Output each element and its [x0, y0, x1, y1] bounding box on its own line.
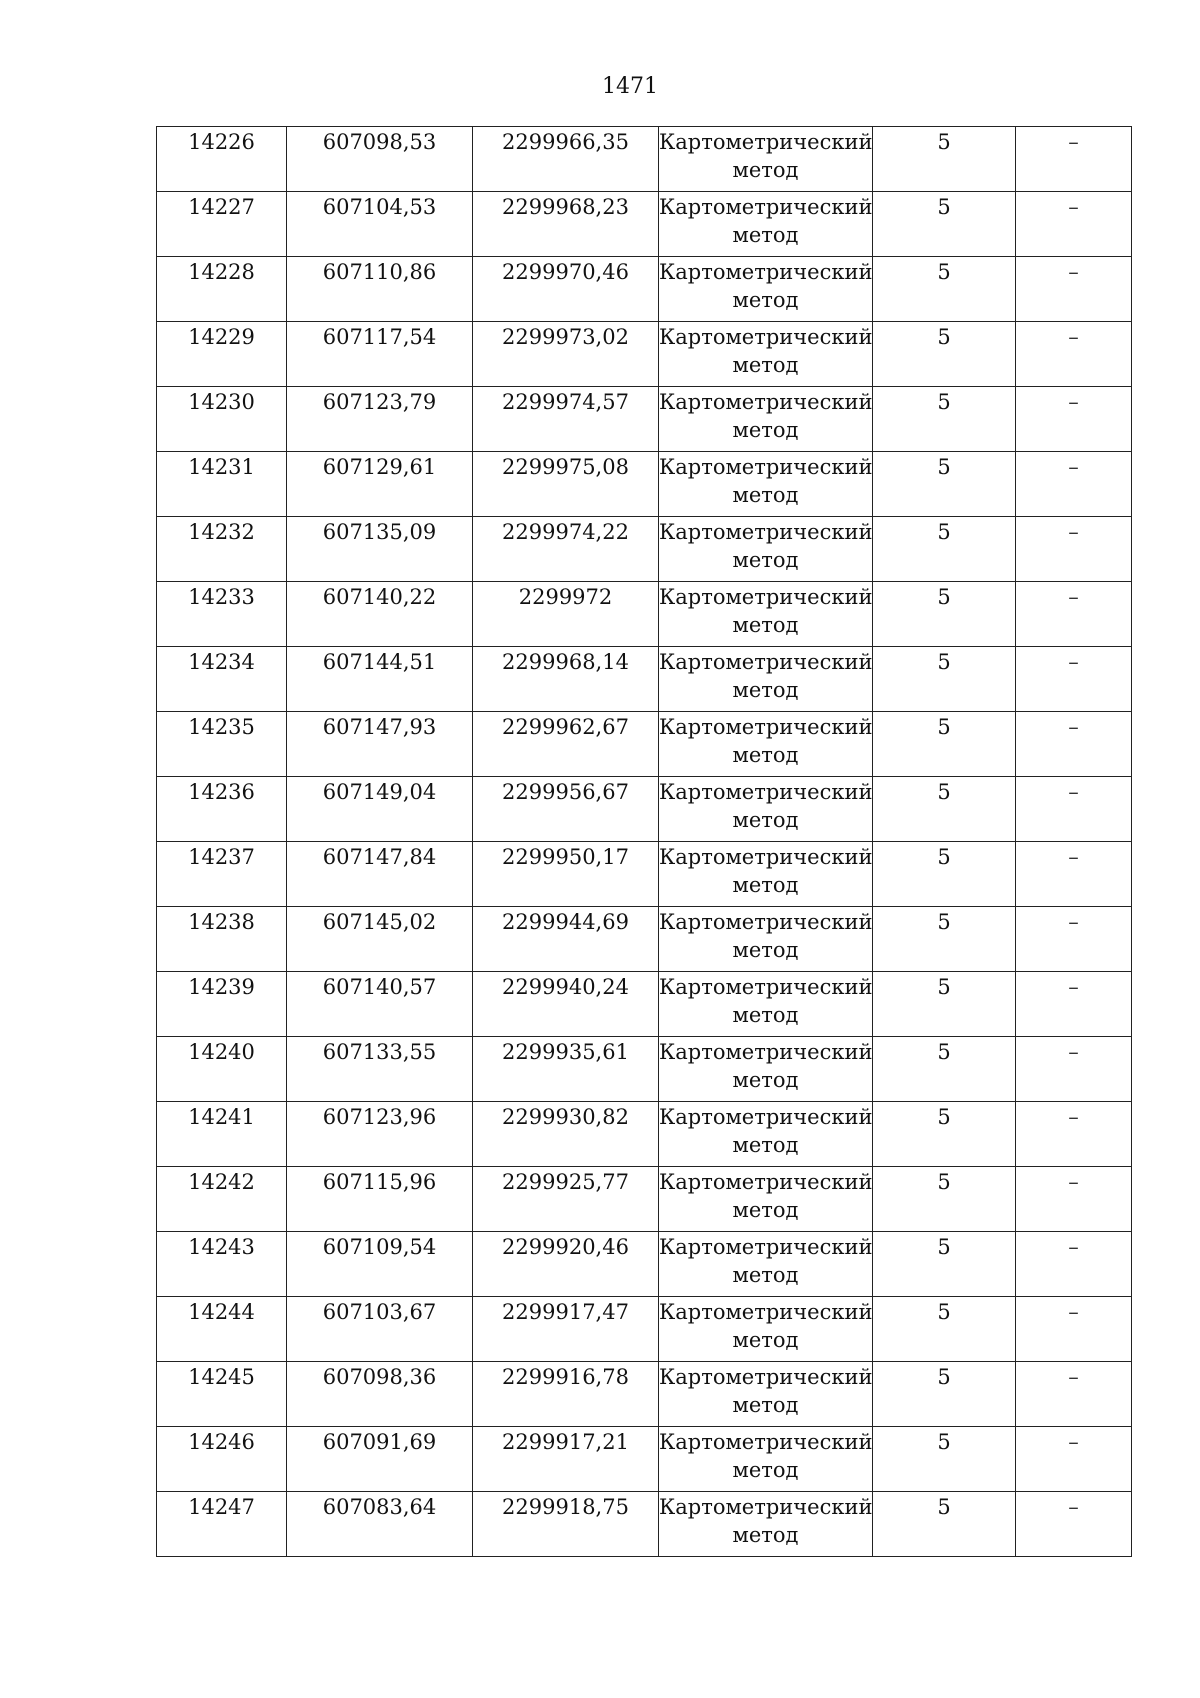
note-cell-text: – — [1068, 325, 1079, 349]
note-cell-text: – — [1068, 1040, 1079, 1064]
method-cell-text: Картометрический метод — [659, 1105, 873, 1157]
x-coordinate-cell-text: 607149,04 — [322, 780, 437, 804]
point-number-cell — [157, 1362, 287, 1427]
note-cell-text: – — [1068, 1430, 1079, 1454]
note-cell — [1016, 1102, 1132, 1167]
accuracy-cell — [873, 972, 1016, 1037]
y-coordinate-cell — [473, 907, 659, 972]
x-coordinate-cell — [287, 127, 473, 192]
accuracy-cell — [873, 712, 1016, 777]
note-cell — [1016, 842, 1132, 907]
point-number-cell-text: 14242 — [188, 1170, 255, 1194]
x-coordinate-cell — [287, 647, 473, 712]
method-cell-text: Картометрический метод — [659, 585, 873, 637]
method-cell-text: Картометрический метод — [659, 455, 873, 507]
table-row — [157, 712, 1132, 777]
y-coordinate-cell-text: 2299925,77 — [502, 1170, 629, 1194]
method-cell-text: Картометрический метод — [659, 1040, 873, 1092]
note-cell — [1016, 907, 1132, 972]
note-cell — [1016, 257, 1132, 322]
accuracy-cell-text: 5 — [937, 585, 951, 609]
x-coordinate-cell — [287, 257, 473, 322]
x-coordinate-cell — [287, 777, 473, 842]
method-cell — [659, 452, 873, 517]
table-row — [157, 1232, 1132, 1297]
accuracy-cell — [873, 517, 1016, 582]
y-coordinate-cell-text: 2299968,14 — [502, 650, 629, 674]
accuracy-cell — [873, 1297, 1016, 1362]
point-number-cell — [157, 452, 287, 517]
y-coordinate-cell — [473, 322, 659, 387]
method-cell-text: Картометрический метод — [659, 390, 873, 442]
x-coordinate-cell-text: 607103,67 — [322, 1300, 437, 1324]
method-cell — [659, 517, 873, 582]
accuracy-cell-text: 5 — [937, 1300, 951, 1324]
method-cell-text: Картометрический метод — [659, 780, 873, 832]
accuracy-cell-text: 5 — [937, 195, 951, 219]
x-coordinate-cell-text: 607123,79 — [322, 390, 437, 414]
method-cell — [659, 127, 873, 192]
note-cell-text: – — [1068, 1105, 1079, 1129]
point-number-cell-text: 14246 — [188, 1430, 255, 1454]
point-number-cell — [157, 1297, 287, 1362]
x-coordinate-cell-text: 607123,96 — [322, 1105, 437, 1129]
method-cell — [659, 387, 873, 452]
point-number-cell — [157, 1037, 287, 1102]
method-cell-text: Картометрический метод — [659, 1300, 873, 1352]
y-coordinate-cell-text: 2299970,46 — [502, 260, 629, 284]
x-coordinate-cell — [287, 1037, 473, 1102]
table-row — [157, 127, 1132, 192]
y-coordinate-cell-text: 2299973,02 — [502, 325, 629, 349]
point-number-cell — [157, 517, 287, 582]
x-coordinate-cell-text: 607115,96 — [322, 1170, 437, 1194]
note-cell-text: – — [1068, 1235, 1079, 1259]
accuracy-cell — [873, 257, 1016, 322]
accuracy-cell — [873, 1427, 1016, 1492]
y-coordinate-cell — [473, 517, 659, 582]
table-row — [157, 842, 1132, 907]
accuracy-cell-text: 5 — [937, 325, 951, 349]
note-cell-text: – — [1068, 195, 1079, 219]
note-cell — [1016, 322, 1132, 387]
y-coordinate-cell-text: 2299920,46 — [502, 1235, 629, 1259]
table-body — [157, 127, 1132, 1557]
y-coordinate-cell — [473, 1167, 659, 1232]
x-coordinate-cell — [287, 972, 473, 1037]
x-coordinate-cell — [287, 1167, 473, 1232]
x-coordinate-cell — [287, 712, 473, 777]
note-cell-text: – — [1068, 130, 1079, 154]
point-number-cell-text: 14244 — [188, 1300, 255, 1324]
x-coordinate-cell — [287, 1492, 473, 1557]
y-coordinate-cell — [473, 1037, 659, 1102]
x-coordinate-cell-text: 607133,55 — [322, 1040, 437, 1064]
point-number-cell-text: 14235 — [188, 715, 255, 739]
y-coordinate-cell — [473, 1297, 659, 1362]
point-number-cell — [157, 127, 287, 192]
accuracy-cell — [873, 1102, 1016, 1167]
accuracy-cell — [873, 1492, 1016, 1557]
point-number-cell — [157, 777, 287, 842]
table-row — [157, 1492, 1132, 1557]
method-cell-text: Картометрический метод — [659, 1170, 873, 1222]
accuracy-cell-text: 5 — [937, 1235, 951, 1259]
y-coordinate-cell-text: 2299974,57 — [502, 390, 629, 414]
y-coordinate-cell-text: 2299918,75 — [502, 1495, 629, 1519]
note-cell — [1016, 127, 1132, 192]
method-cell — [659, 1492, 873, 1557]
note-cell — [1016, 647, 1132, 712]
table-row — [157, 1167, 1132, 1232]
y-coordinate-cell-text: 2299916,78 — [502, 1365, 629, 1389]
accuracy-cell — [873, 1232, 1016, 1297]
accuracy-cell — [873, 777, 1016, 842]
point-number-cell — [157, 842, 287, 907]
y-coordinate-cell-text: 2299917,47 — [502, 1300, 629, 1324]
method-cell — [659, 192, 873, 257]
method-cell-text: Картометрический метод — [659, 845, 873, 897]
note-cell-text: – — [1068, 260, 1079, 284]
note-cell-text: – — [1068, 390, 1079, 414]
x-coordinate-cell — [287, 452, 473, 517]
x-coordinate-cell-text: 607144,51 — [322, 650, 437, 674]
x-coordinate-cell-text: 607104,53 — [322, 195, 437, 219]
table-row — [157, 452, 1132, 517]
note-cell — [1016, 517, 1132, 582]
point-number-cell-text: 14236 — [188, 780, 255, 804]
table-row — [157, 192, 1132, 257]
x-coordinate-cell — [287, 842, 473, 907]
method-cell — [659, 1427, 873, 1492]
accuracy-cell-text: 5 — [937, 780, 951, 804]
accuracy-cell — [873, 842, 1016, 907]
x-coordinate-cell — [287, 387, 473, 452]
point-number-cell — [157, 712, 287, 777]
note-cell — [1016, 777, 1132, 842]
y-coordinate-cell-text: 2299974,22 — [502, 520, 629, 544]
method-cell — [659, 647, 873, 712]
note-cell — [1016, 387, 1132, 452]
note-cell — [1016, 1167, 1132, 1232]
note-cell-text: – — [1068, 1170, 1079, 1194]
table-row — [157, 972, 1132, 1037]
point-number-cell-text: 14232 — [188, 520, 255, 544]
accuracy-cell-text: 5 — [937, 715, 951, 739]
method-cell — [659, 712, 873, 777]
accuracy-cell — [873, 452, 1016, 517]
y-coordinate-cell-text: 2299935,61 — [502, 1040, 629, 1064]
method-cell-text: Картометрический метод — [659, 1495, 873, 1547]
y-coordinate-cell — [473, 777, 659, 842]
note-cell — [1016, 972, 1132, 1037]
method-cell-text: Картометрический метод — [659, 325, 873, 377]
y-coordinate-cell — [473, 387, 659, 452]
point-number-cell — [157, 647, 287, 712]
point-number-cell — [157, 972, 287, 1037]
point-number-cell-text: 14241 — [188, 1105, 255, 1129]
table-row — [157, 322, 1132, 387]
point-number-cell-text: 14234 — [188, 650, 255, 674]
method-cell — [659, 842, 873, 907]
y-coordinate-cell — [473, 1492, 659, 1557]
accuracy-cell-text: 5 — [937, 1365, 951, 1389]
point-number-cell-text: 14237 — [188, 845, 255, 869]
accuracy-cell-text: 5 — [937, 650, 951, 674]
point-number-cell-text: 14247 — [188, 1495, 255, 1519]
table-row — [157, 1102, 1132, 1167]
x-coordinate-cell — [287, 907, 473, 972]
note-cell — [1016, 1037, 1132, 1102]
x-coordinate-cell — [287, 1102, 473, 1167]
point-number-cell-text: 14238 — [188, 910, 255, 934]
table-row — [157, 257, 1132, 322]
y-coordinate-cell-text: 2299944,69 — [502, 910, 629, 934]
accuracy-cell — [873, 1037, 1016, 1102]
table-row — [157, 387, 1132, 452]
y-coordinate-cell-text: 2299968,23 — [502, 195, 629, 219]
y-coordinate-cell — [473, 712, 659, 777]
note-cell — [1016, 1427, 1132, 1492]
point-number-cell-text: 14229 — [188, 325, 255, 349]
y-coordinate-cell — [473, 1232, 659, 1297]
y-coordinate-cell — [473, 647, 659, 712]
note-cell — [1016, 1362, 1132, 1427]
method-cell — [659, 1037, 873, 1102]
table-row — [157, 647, 1132, 712]
x-coordinate-cell — [287, 582, 473, 647]
x-coordinate-cell-text: 607109,54 — [322, 1235, 437, 1259]
accuracy-cell-text: 5 — [937, 130, 951, 154]
y-coordinate-cell-text: 2299950,17 — [502, 845, 629, 869]
x-coordinate-cell-text: 607135,09 — [322, 520, 437, 544]
y-coordinate-cell-text: 2299917,21 — [502, 1430, 629, 1454]
accuracy-cell — [873, 1362, 1016, 1427]
accuracy-cell-text: 5 — [937, 1430, 951, 1454]
point-number-cell — [157, 1232, 287, 1297]
note-cell-text: – — [1068, 780, 1079, 804]
y-coordinate-cell-text: 2299930,82 — [502, 1105, 629, 1129]
y-coordinate-cell-text: 2299966,35 — [502, 130, 629, 154]
point-number-cell — [157, 1102, 287, 1167]
y-coordinate-cell — [473, 842, 659, 907]
table-row — [157, 582, 1132, 647]
method-cell-text: Картометрический метод — [659, 1235, 873, 1287]
method-cell-text: Картометрический метод — [659, 520, 873, 572]
note-cell-text: – — [1068, 650, 1079, 674]
accuracy-cell-text: 5 — [937, 390, 951, 414]
x-coordinate-cell — [287, 1427, 473, 1492]
accuracy-cell — [873, 582, 1016, 647]
accuracy-cell — [873, 322, 1016, 387]
x-coordinate-cell — [287, 517, 473, 582]
method-cell — [659, 582, 873, 647]
accuracy-cell-text: 5 — [937, 975, 951, 999]
accuracy-cell-text: 5 — [937, 260, 951, 284]
note-cell — [1016, 1492, 1132, 1557]
x-coordinate-cell-text: 607147,84 — [322, 845, 437, 869]
table-row — [157, 1297, 1132, 1362]
page-number: 1471 — [602, 74, 658, 99]
method-cell — [659, 1102, 873, 1167]
coordinates-table — [156, 126, 1132, 1557]
x-coordinate-cell-text: 607098,36 — [322, 1365, 437, 1389]
x-coordinate-cell-text: 607147,93 — [322, 715, 437, 739]
method-cell-text: Картометрический метод — [659, 130, 873, 182]
x-coordinate-cell-text: 607098,53 — [322, 130, 437, 154]
point-number-cell-text: 14228 — [188, 260, 255, 284]
note-cell-text: – — [1068, 1365, 1079, 1389]
y-coordinate-cell-text: 2299962,67 — [502, 715, 629, 739]
x-coordinate-cell — [287, 1232, 473, 1297]
note-cell — [1016, 1297, 1132, 1362]
method-cell — [659, 1362, 873, 1427]
table-row — [157, 1427, 1132, 1492]
accuracy-cell-text: 5 — [937, 1105, 951, 1129]
point-number-cell — [157, 387, 287, 452]
point-number-cell — [157, 1167, 287, 1232]
method-cell-text: Картометрический метод — [659, 1430, 873, 1482]
y-coordinate-cell — [473, 127, 659, 192]
x-coordinate-cell-text: 607091,69 — [322, 1430, 437, 1454]
note-cell-text: – — [1068, 910, 1079, 934]
note-cell-text: – — [1068, 520, 1079, 544]
note-cell-text: – — [1068, 715, 1079, 739]
y-coordinate-cell — [473, 1102, 659, 1167]
y-coordinate-cell — [473, 452, 659, 517]
method-cell-text: Картометрический метод — [659, 1365, 873, 1417]
point-number-cell-text: 14231 — [188, 455, 255, 479]
point-number-cell — [157, 907, 287, 972]
y-coordinate-cell-text: 2299940,24 — [502, 975, 629, 999]
accuracy-cell-text: 5 — [937, 910, 951, 934]
point-number-cell-text: 14227 — [188, 195, 255, 219]
x-coordinate-cell — [287, 1362, 473, 1427]
point-number-cell — [157, 1427, 287, 1492]
accuracy-cell — [873, 127, 1016, 192]
accuracy-cell-text: 5 — [937, 455, 951, 479]
point-number-cell-text: 14239 — [188, 975, 255, 999]
accuracy-cell — [873, 907, 1016, 972]
table-row — [157, 1037, 1132, 1102]
y-coordinate-cell-text: 2299975,08 — [502, 455, 629, 479]
note-cell — [1016, 452, 1132, 517]
y-coordinate-cell-text: 2299956,67 — [502, 780, 629, 804]
accuracy-cell-text: 5 — [937, 1170, 951, 1194]
table-row — [157, 1362, 1132, 1427]
point-number-cell — [157, 257, 287, 322]
y-coordinate-cell — [473, 582, 659, 647]
point-number-cell-text: 14240 — [188, 1040, 255, 1064]
note-cell-text: – — [1068, 1300, 1079, 1324]
point-number-cell — [157, 322, 287, 387]
method-cell — [659, 322, 873, 387]
method-cell — [659, 777, 873, 842]
accuracy-cell-text: 5 — [937, 1495, 951, 1519]
method-cell — [659, 972, 873, 1037]
table-row — [157, 777, 1132, 842]
y-coordinate-cell — [473, 972, 659, 1037]
point-number-cell-text: 14243 — [188, 1235, 255, 1259]
y-coordinate-cell — [473, 257, 659, 322]
method-cell-text: Картометрический метод — [659, 650, 873, 702]
x-coordinate-cell-text: 607083,64 — [322, 1495, 437, 1519]
x-coordinate-cell-text: 607110,86 — [322, 260, 437, 284]
note-cell-text: – — [1068, 1495, 1079, 1519]
x-coordinate-cell — [287, 322, 473, 387]
point-number-cell — [157, 192, 287, 257]
table-row — [157, 517, 1132, 582]
accuracy-cell — [873, 192, 1016, 257]
x-coordinate-cell-text: 607117,54 — [322, 325, 437, 349]
point-number-cell-text: 14245 — [188, 1365, 255, 1389]
accuracy-cell-text: 5 — [937, 845, 951, 869]
point-number-cell-text: 14226 — [188, 130, 255, 154]
accuracy-cell-text: 5 — [937, 1040, 951, 1064]
y-coordinate-cell — [473, 192, 659, 257]
method-cell-text: Картометрический метод — [659, 975, 873, 1027]
method-cell — [659, 1232, 873, 1297]
accuracy-cell — [873, 1167, 1016, 1232]
accuracy-cell-text: 5 — [937, 520, 951, 544]
method-cell-text: Картометрический метод — [659, 715, 873, 767]
accuracy-cell — [873, 387, 1016, 452]
y-coordinate-cell-text: 2299972 — [518, 585, 613, 609]
method-cell — [659, 1297, 873, 1362]
note-cell-text: – — [1068, 845, 1079, 869]
y-coordinate-cell — [473, 1362, 659, 1427]
x-coordinate-cell-text: 607145,02 — [322, 910, 437, 934]
table-row — [157, 907, 1132, 972]
method-cell — [659, 257, 873, 322]
note-cell — [1016, 192, 1132, 257]
method-cell-text: Картометрический метод — [659, 260, 873, 312]
note-cell-text: – — [1068, 455, 1079, 479]
note-cell-text: – — [1068, 585, 1079, 609]
method-cell-text: Картометрический метод — [659, 910, 873, 962]
method-cell — [659, 1167, 873, 1232]
y-coordinate-cell — [473, 1427, 659, 1492]
note-cell — [1016, 712, 1132, 777]
note-cell — [1016, 582, 1132, 647]
method-cell — [659, 907, 873, 972]
point-number-cell — [157, 1492, 287, 1557]
accuracy-cell — [873, 647, 1016, 712]
x-coordinate-cell-text: 607129,61 — [322, 455, 437, 479]
point-number-cell-text: 14233 — [188, 585, 255, 609]
point-number-cell — [157, 582, 287, 647]
x-coordinate-cell-text: 607140,22 — [322, 585, 437, 609]
method-cell-text: Картометрический метод — [659, 195, 873, 247]
point-number-cell-text: 14230 — [188, 390, 255, 414]
x-coordinate-cell — [287, 192, 473, 257]
note-cell — [1016, 1232, 1132, 1297]
x-coordinate-cell — [287, 1297, 473, 1362]
note-cell-text: – — [1068, 975, 1079, 999]
x-coordinate-cell-text: 607140,57 — [322, 975, 437, 999]
